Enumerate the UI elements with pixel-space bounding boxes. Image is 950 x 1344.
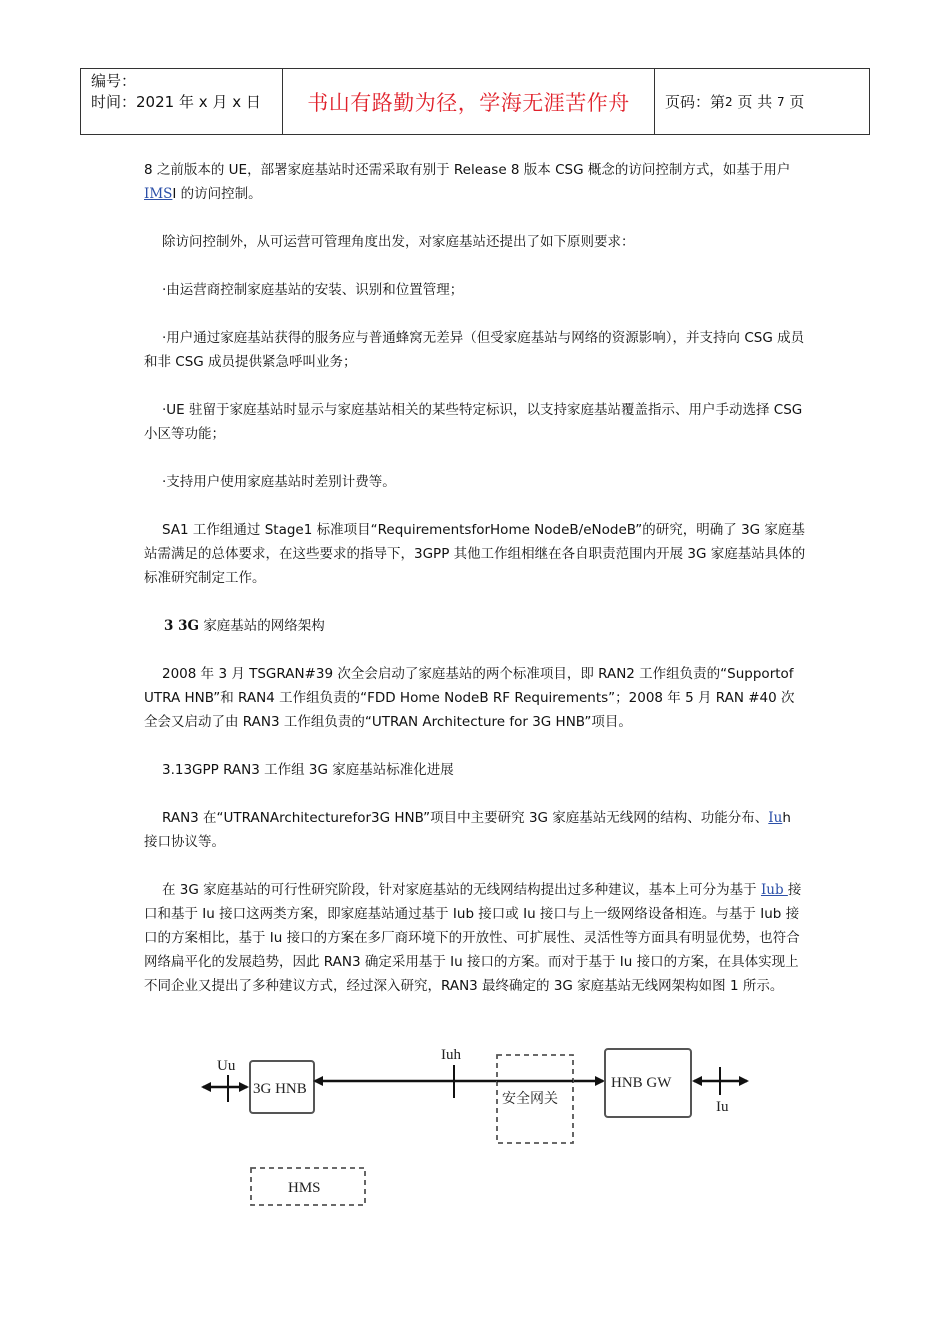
hnb-gw-label: HNB GW	[611, 1075, 672, 1091]
paragraph: SA1 工作组通过 Stage1 标准项目“RequirementsforHome NodeB/eNodeB”的研究，明确了 3G 家庭基站需满足的总体要求，在这些要求的指导下，3GPP 其他工作组相继在各自职责范围内开展 3G 家庭基站具体的标准研究制定工作。	[144, 522, 806, 586]
doc-number: 编号：	[91, 72, 137, 90]
iuh-label: Iuh	[441, 1047, 461, 1063]
header-motto-cell	[283, 69, 655, 134]
paragraph: RAN3 在“UTRANArchitecturefor3G HNB”项目中主要研究 3G 家庭基站无线网的结构、功能分布、Iuh 接口协议等。	[144, 810, 791, 850]
document-header	[80, 68, 870, 135]
paragraph: 除访问控制外，从可运营可管理角度出发，对家庭基站还提出了如下原则要求：	[162, 234, 635, 250]
link-imsi[interactable]: IMS	[144, 186, 173, 202]
iu-label: Iu	[716, 1099, 729, 1115]
network-architecture-figure	[195, 1040, 755, 1215]
uu-label: Uu	[217, 1058, 236, 1074]
architecture-diagram	[195, 1040, 755, 1215]
bullet-item: ·UE 驻留于家庭基站时显示与家庭基站相关的某些特定标识，以支持家庭基站覆盖指示、用户手动选择 CSG 小区等功能；	[144, 402, 803, 442]
header-meta-cell	[81, 69, 283, 134]
security-gateway-label: 安全网关	[502, 1091, 558, 1107]
page-total: 7	[777, 94, 785, 109]
page-number: 2	[725, 94, 733, 109]
bullet-item: ·用户通过家庭基站获得的服务应与普通蜂窝无差异（但受家庭基站与网络的资源影响），并支持向 CSG 成员和非 CSG 成员提供紧急呼叫业务；	[144, 330, 805, 370]
paragraph: 在 3G 家庭基站的可行性研究阶段，针对家庭基站的无线网结构提出过多种建议，基本上可分为基于 Iub 接口和基于 Iu 接口这两类方案，即家庭基站通过基于 Iub 接口或 Iu 接口与上一级网络设备相连。与基于 Iub 接口的方案相比，基于 Iu 接口的方案在多厂商环境下的开放性、可扩展性、灵活性等方面具有明显优势，也符合网络扁平化的发展趋势，因此 RAN3 确定采用基于 Iu 接口的方案。而对于基于 Iu 接口的方案，在具体实现上不同企业又提出了多种建议方式，经过深入研究，RAN3 最终确定的 3G 家庭基站无线网架构如图 1 所示。	[144, 882, 802, 994]
subsection-heading: 3.13GPP RAN3 工作组 3G 家庭基站标准化进展	[162, 762, 454, 778]
doc-time: 时间：2021 年 x 月 x 日	[91, 93, 261, 111]
link-iuh[interactable]: Iu	[768, 810, 783, 826]
paragraph: 2008 年 3 月 TSGRAN#39 次全会启动了家庭基站的两个标准项目，即 RAN2 工作组负责的“Supportof UTRA HNB”和 RAN4 工作组负责的“FDD Home NodeB RF Requirements”；2008 年 5 月 RAN #40 次全会又启动了由 RAN3 工作组负责的“UTRAN Architecture for 3G HNB”项目。	[144, 666, 795, 730]
hms-label: HMS	[288, 1180, 321, 1196]
bullet-item: ·由运营商控制家庭基站的安装、识别和位置管理；	[162, 282, 464, 298]
motto: 书山有路勤为径，学海无涯苦作舟	[307, 90, 630, 115]
page-counter: 页码：第 2 页 共 7 页	[665, 93, 805, 111]
paragraph: 8 之前版本的 UE，部署家庭基站时还需采取有别于 Release 8 版本 CSG 概念的访问控制方式，如基于用户 IMSI 的访问控制。	[144, 162, 791, 202]
hnb-label: 3G HNB	[253, 1081, 307, 1097]
document-body	[144, 158, 806, 1022]
link-iub[interactable]: Iub	[760, 882, 788, 898]
section-heading: 3 3G 家庭基站的网络架构	[164, 618, 325, 634]
bullet-item: ·支持用户使用家庭基站时差别计费等。	[162, 474, 396, 490]
